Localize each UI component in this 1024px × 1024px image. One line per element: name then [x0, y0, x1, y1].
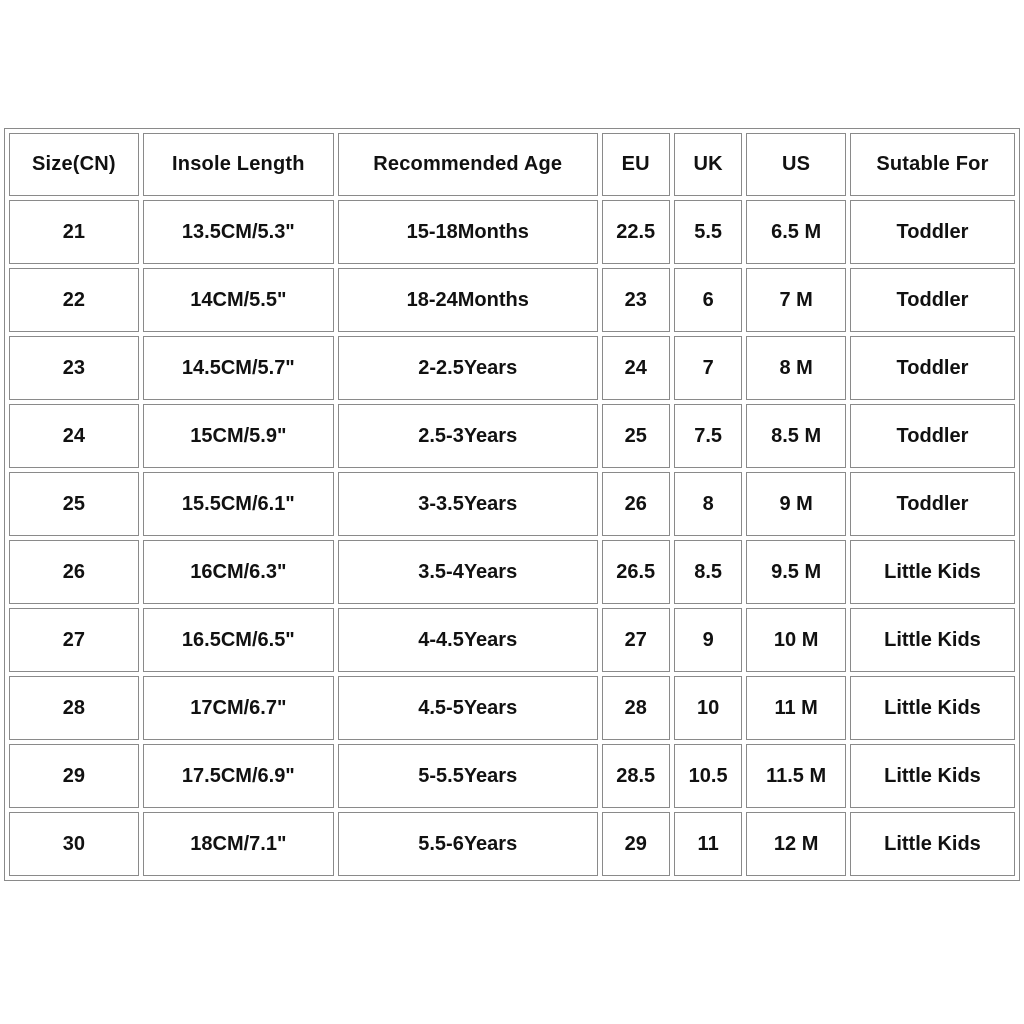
cell-us: 6.5 M — [746, 200, 846, 264]
table-row — [9, 336, 1015, 400]
cell-uk: 8.5 — [674, 540, 742, 604]
cell-size-cn: 27 — [9, 608, 139, 672]
cell-insole-length: 14CM/5.5" — [143, 268, 334, 332]
cell-eu: 27 — [602, 608, 670, 672]
cell-us: 7 M — [746, 268, 846, 332]
cell-suitable-for: Toddler — [850, 472, 1015, 536]
table-row — [9, 812, 1015, 876]
cell-eu: 25 — [602, 404, 670, 468]
cell-size-cn: 23 — [9, 336, 139, 400]
cell-eu: 23 — [602, 268, 670, 332]
cell-recommended-age: 15-18Months — [338, 200, 598, 264]
cell-size-cn: 28 — [9, 676, 139, 740]
cell-suitable-for: Little Kids — [850, 812, 1015, 876]
cell-eu: 26.5 — [602, 540, 670, 604]
table-row — [9, 472, 1015, 536]
cell-insole-length: 14.5CM/5.7" — [143, 336, 334, 400]
cell-size-cn: 26 — [9, 540, 139, 604]
table-row — [9, 744, 1015, 808]
cell-us: 9.5 M — [746, 540, 846, 604]
table-row — [9, 268, 1015, 332]
cell-insole-length: 16CM/6.3" — [143, 540, 334, 604]
header-uk: UK — [674, 133, 742, 196]
cell-us: 10 M — [746, 608, 846, 672]
cell-uk: 7 — [674, 336, 742, 400]
cell-recommended-age: 5.5-6Years — [338, 812, 598, 876]
cell-uk: 7.5 — [674, 404, 742, 468]
cell-suitable-for: Little Kids — [850, 540, 1015, 604]
cell-recommended-age: 5-5.5Years — [338, 744, 598, 808]
cell-recommended-age: 3.5-4Years — [338, 540, 598, 604]
cell-recommended-age: 2.5-3Years — [338, 404, 598, 468]
cell-uk: 9 — [674, 608, 742, 672]
cell-insole-length: 13.5CM/5.3" — [143, 200, 334, 264]
header-eu: EU — [602, 133, 670, 196]
cell-suitable-for: Toddler — [850, 336, 1015, 400]
cell-size-cn: 24 — [9, 404, 139, 468]
table-row — [9, 676, 1015, 740]
cell-uk: 8 — [674, 472, 742, 536]
cell-eu: 26 — [602, 472, 670, 536]
cell-uk: 6 — [674, 268, 742, 332]
cell-us: 11.5 M — [746, 744, 846, 808]
header-insole-length: Insole Length — [143, 133, 334, 196]
table-row — [9, 404, 1015, 468]
cell-size-cn: 22 — [9, 268, 139, 332]
header-us: US — [746, 133, 846, 196]
cell-eu: 22.5 — [602, 200, 670, 264]
cell-size-cn: 30 — [9, 812, 139, 876]
cell-uk: 10 — [674, 676, 742, 740]
cell-us: 9 M — [746, 472, 846, 536]
cell-size-cn: 21 — [9, 200, 139, 264]
cell-us: 11 M — [746, 676, 846, 740]
size-chart-table — [4, 128, 1020, 881]
cell-recommended-age: 3-3.5Years — [338, 472, 598, 536]
cell-eu: 28 — [602, 676, 670, 740]
cell-size-cn: 29 — [9, 744, 139, 808]
cell-us: 8 M — [746, 336, 846, 400]
cell-us: 12 M — [746, 812, 846, 876]
cell-suitable-for: Toddler — [850, 404, 1015, 468]
cell-recommended-age: 18-24Months — [338, 268, 598, 332]
cell-eu: 29 — [602, 812, 670, 876]
cell-recommended-age: 2-2.5Years — [338, 336, 598, 400]
cell-insole-length: 15.5CM/6.1" — [143, 472, 334, 536]
cell-us: 8.5 M — [746, 404, 846, 468]
header-suitable-for: Sutable For — [850, 133, 1015, 196]
cell-recommended-age: 4-4.5Years — [338, 608, 598, 672]
cell-insole-length: 17.5CM/6.9" — [143, 744, 334, 808]
table-row — [9, 540, 1015, 604]
cell-suitable-for: Little Kids — [850, 676, 1015, 740]
cell-suitable-for: Toddler — [850, 268, 1015, 332]
cell-eu: 24 — [602, 336, 670, 400]
cell-insole-length: 18CM/7.1" — [143, 812, 334, 876]
cell-eu: 28.5 — [602, 744, 670, 808]
cell-suitable-for: Toddler — [850, 200, 1015, 264]
cell-suitable-for: Little Kids — [850, 744, 1015, 808]
header-row — [9, 133, 1015, 196]
header-size-cn: Size(CN) — [9, 133, 139, 196]
table-body — [9, 200, 1015, 876]
cell-uk: 10.5 — [674, 744, 742, 808]
cell-size-cn: 25 — [9, 472, 139, 536]
table-row — [9, 608, 1015, 672]
cell-suitable-for: Little Kids — [850, 608, 1015, 672]
cell-uk: 5.5 — [674, 200, 742, 264]
cell-insole-length: 16.5CM/6.5" — [143, 608, 334, 672]
cell-insole-length: 15CM/5.9" — [143, 404, 334, 468]
cell-uk: 11 — [674, 812, 742, 876]
header-recommended-age: Recommended Age — [338, 133, 598, 196]
cell-insole-length: 17CM/6.7" — [143, 676, 334, 740]
cell-recommended-age: 4.5-5Years — [338, 676, 598, 740]
table-row — [9, 200, 1015, 264]
